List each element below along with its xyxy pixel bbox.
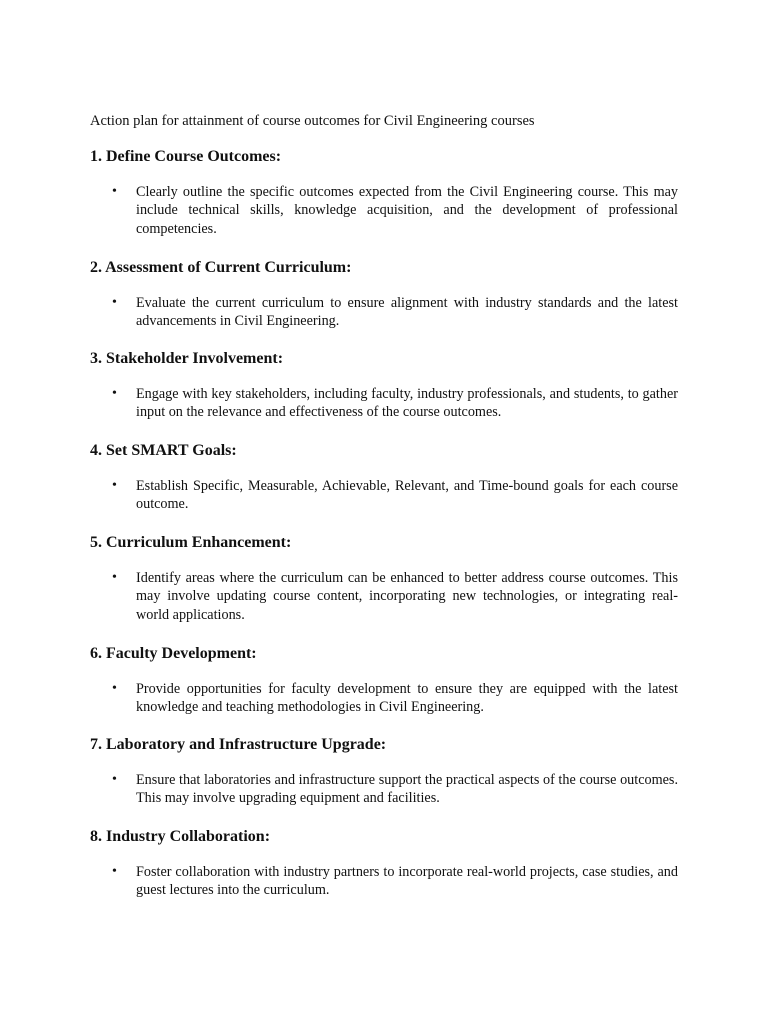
bullet-list bbox=[90, 183, 678, 238]
list-item-text: Identify areas where the curriculum can be enhanced to better address course outcomes. This may involve updating course content, incorporating new technologies, or integrating real-world applications. bbox=[136, 570, 678, 623]
list-item bbox=[90, 477, 678, 514]
bullet-list bbox=[90, 863, 678, 900]
section-heading: 5. Curriculum Enhancement: bbox=[90, 534, 292, 551]
list-item-text: Engage with key stakeholders, including faculty, industry professionals, and students, to gather input on the relevance and effectiveness of the course outcomes. bbox=[136, 386, 678, 421]
list-item bbox=[90, 771, 678, 808]
list-item-text: Evaluate the current curriculum to ensure alignment with industry standards and the latest advancements in Civil Engineering. bbox=[136, 295, 678, 330]
bullet-list bbox=[90, 680, 678, 717]
bullet-icon: • bbox=[112, 570, 117, 585]
list-item bbox=[90, 183, 678, 238]
bullet-list bbox=[90, 569, 678, 624]
section-curriculum-enhancement bbox=[90, 533, 678, 624]
list-item bbox=[90, 294, 678, 331]
list-item bbox=[90, 385, 678, 422]
bullet-list bbox=[90, 385, 678, 422]
list-item bbox=[90, 680, 678, 717]
section-heading: 7. Laboratory and Infrastructure Upgrade: bbox=[90, 736, 387, 753]
document-title: Action plan for attainment of course outcomes for Civil Engineering courses bbox=[90, 113, 535, 129]
bullet-icon: • bbox=[112, 184, 117, 199]
section-stakeholder-involvement bbox=[90, 349, 678, 422]
bullet-list bbox=[90, 477, 678, 514]
list-item-text: Provide opportunities for faculty development to ensure they are equipped with the latest knowledge and teaching methodologies in Civil Engineering. bbox=[136, 681, 678, 716]
section-heading: 8. Industry Collaboration: bbox=[90, 828, 271, 845]
bullet-icon: • bbox=[112, 772, 117, 787]
list-item-text: Establish Specific, Measurable, Achievable, Relevant, and Time-bound goals for each course outcome. bbox=[136, 478, 678, 513]
list-item-text: Foster collaboration with industry partners to incorporate real-world projects, case studies, and guest lectures into the curriculum. bbox=[136, 864, 678, 899]
list-item-text: Clearly outline the specific outcomes expected from the Civil Engineering course. This may include technical skills, knowledge acquisition, and the development of professional competencies. bbox=[136, 184, 678, 237]
bullet-icon: • bbox=[112, 681, 117, 696]
section-faculty-development bbox=[90, 644, 678, 717]
list-item-text: Ensure that laboratories and infrastructure support the practical aspects of the course outcomes. This may involve upgrading equipment and facilities. bbox=[136, 772, 678, 807]
bullet-icon: • bbox=[112, 478, 117, 493]
bullet-list bbox=[90, 294, 678, 331]
bullet-icon: • bbox=[112, 295, 117, 310]
list-item bbox=[90, 863, 678, 900]
section-heading: 4. Set SMART Goals: bbox=[90, 442, 237, 459]
section-heading: 1. Define Course Outcomes: bbox=[90, 148, 282, 165]
bullet-list bbox=[90, 771, 678, 808]
section-define-course-outcomes bbox=[90, 147, 678, 238]
list-item bbox=[90, 569, 678, 624]
section-laboratory-and-infrastructure-upgrade bbox=[90, 735, 678, 808]
section-industry-collaboration bbox=[90, 827, 678, 900]
section-heading: 3. Stakeholder Involvement: bbox=[90, 350, 284, 367]
section-assessment-of-current-curriculum bbox=[90, 258, 678, 331]
bullet-icon: • bbox=[112, 864, 117, 879]
section-set-smart-goals bbox=[90, 441, 678, 514]
bullet-icon: • bbox=[112, 386, 117, 401]
section-heading: 2. Assessment of Current Curriculum: bbox=[90, 259, 352, 276]
section-heading: 6. Faculty Development: bbox=[90, 645, 257, 662]
